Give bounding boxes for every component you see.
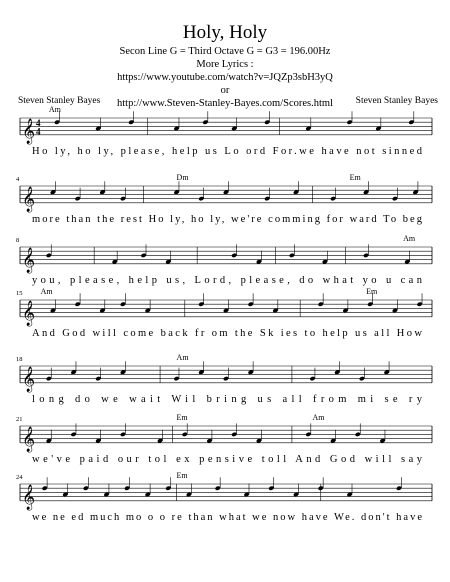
time-signature-top: 4 [36,117,41,128]
treble-clef-icon: 𝄞 [22,425,36,451]
chord-symbol: Em [176,413,188,422]
chord-symbol: Am [40,287,53,296]
measure-number: 15 [16,290,23,297]
subtitle-line-2: More Lyrics : [196,59,254,70]
staff-system [16,173,432,225]
website-link[interactable]: http://www.Steven-Stanley-Bayes.com/Scores.html [117,98,333,109]
staff-system [16,353,432,405]
measure-number: 24 [16,474,23,481]
chord-symbol: Dm [176,173,189,182]
score-title: Holy, Holy [182,22,268,43]
lyrics-line: Ho ly, ho ly, please, help us Lo ord For.we have not sinned [32,145,423,157]
measure-number: 4 [16,176,20,183]
treble-clef-icon: 𝄞 [22,365,36,391]
composer-left: Steven Stanley Bayes [18,96,101,106]
chord-symbol: Em [349,173,361,182]
measure-number: 18 [16,356,23,363]
staff-system [16,234,432,286]
staff-system [16,471,432,523]
staff-system [20,105,432,157]
chord-symbol: Am [48,105,61,114]
lyrics-line: we ne ed much mo o o re than what we now have We. don't have [32,511,423,523]
chord-symbol: Am [176,353,189,362]
treble-clef-icon: 𝄞 [22,483,36,509]
youtube-link[interactable]: https://www.youtube.com/watch?v=JQZp3sbH3yQ [117,72,333,83]
lyrics-line: you, please, help us, Lord, please, do what yo u can [32,274,422,286]
measure-number: 8 [16,237,20,244]
treble-clef-icon: 𝄞 [22,246,36,272]
chord-symbol: Em [176,471,188,480]
staff-system [16,413,432,465]
chord-symbol: Em [366,287,378,296]
time-signature-bottom: 4 [36,126,41,137]
chord-symbol: Am [403,234,416,243]
subtitle-or: or [220,85,230,96]
lyrics-line: long do we wait Wil bring us all from mi se ry [32,393,423,405]
lyrics-line: And God will come back fr om the Sk ies to help us all How [32,327,423,339]
chord-symbol: Am [312,413,325,422]
staff-system [16,287,432,339]
lyrics-line: more than the rest Ho ly, ho ly, we're comming for ward To beg [32,213,422,225]
subtitle-line-1: Secon Line G = Third Octave G = G3 = 196.00Hz [119,46,331,57]
measure-number: 21 [16,416,23,423]
lyrics-line: we've paid our tol ex pensive toll And God will say [32,453,422,465]
treble-clef-icon: 𝄞 [22,299,36,325]
treble-clef-icon: 𝄞 [22,117,36,143]
treble-clef-icon: 𝄞 [22,185,36,211]
composer-right: Steven Stanley Bayes [355,96,438,106]
